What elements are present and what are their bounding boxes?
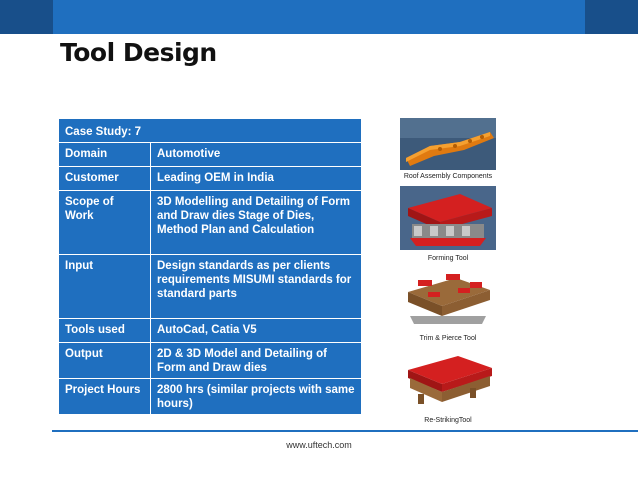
table-row	[59, 319, 362, 343]
forming-tool-image	[400, 186, 496, 250]
row-label: Output	[59, 343, 151, 379]
image-caption: Forming Tool	[427, 255, 469, 262]
row-value: Design standards as per clients requirements MISUMI standards for standard parts	[151, 255, 362, 319]
row-label: Customer	[59, 167, 151, 191]
row-value: 2800 hrs (similar projects with same hours)	[151, 379, 362, 415]
row-value: 2D & 3D Model and Detailing of Form and Draw dies	[151, 343, 362, 379]
footer-url: www.uftech.com	[286, 440, 352, 450]
row-label: Scope of Work	[59, 191, 151, 255]
table-header-row	[59, 119, 362, 143]
row-label: Input	[59, 255, 151, 319]
image-caption: Re-StrikingTool	[424, 417, 472, 424]
row-value: Automotive	[151, 143, 362, 167]
case-study-table	[58, 118, 362, 415]
table-row	[59, 343, 362, 379]
table-row	[59, 255, 362, 319]
image-caption: Roof Assembly Components	[403, 173, 493, 180]
row-value: AutoCad, Catia V5	[151, 319, 362, 343]
table-row	[59, 379, 362, 415]
footer-divider	[52, 430, 638, 432]
row-label: Project Hours	[59, 379, 151, 415]
table-row	[59, 143, 362, 167]
row-value: Leading OEM in India	[151, 167, 362, 191]
table-row	[59, 167, 362, 191]
top-banner-left-block	[0, 0, 53, 34]
table-row	[59, 191, 362, 255]
top-banner-right-block	[585, 0, 638, 34]
image-caption: Trim & Pierce Tool	[419, 335, 477, 342]
row-label: Domain	[59, 143, 151, 167]
top-banner	[0, 0, 638, 34]
trim-pierce-tool-image	[400, 266, 496, 330]
row-value: 3D Modelling and Detailing of Form and Draw dies Stage of Dies, Method Plan and Calculation	[151, 191, 362, 255]
page-title: Tool Design	[60, 38, 217, 67]
row-label: Tools used	[59, 319, 151, 343]
case-study-label: Case Study: 7	[59, 119, 362, 143]
re-striking-tool-image	[400, 348, 496, 412]
roof-assembly-image	[400, 118, 496, 170]
